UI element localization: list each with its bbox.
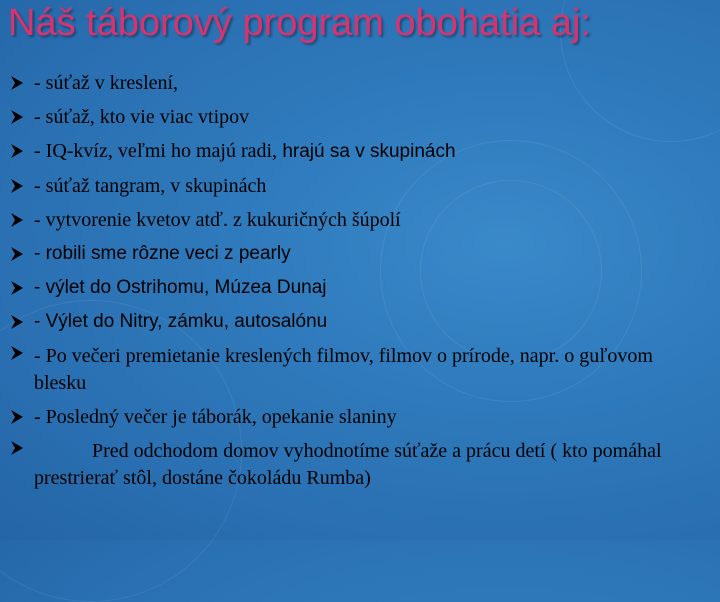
list-item <box>8 169 708 203</box>
list-item <box>8 339 708 400</box>
arrowhead-bullet-icon <box>8 434 26 461</box>
list-item-text: - IQ-kvíz, veľmi ho majú radi, <box>34 140 278 162</box>
list-item <box>8 66 708 100</box>
program-list <box>8 66 708 495</box>
arrowhead-bullet-icon <box>8 305 26 339</box>
list-item <box>8 237 708 271</box>
list-item-text: - Po večeri premietanie kreslených filmov, filmov o prírode, napr. o guľovom blesku <box>34 345 653 394</box>
list-item-text-sans: hrajú sa v skupinách <box>277 141 456 162</box>
list-item-text: Pred odchodom domov vyhodnotíme súťaže a prácu detí ( kto pomáhal prestrierať stôl, dostáne čokoládu Rumba) <box>34 440 662 489</box>
list-item <box>8 134 708 169</box>
list-item <box>8 203 708 237</box>
list-item <box>8 305 708 339</box>
list-item-text: - Posledný večer je táborák, opekanie slaniny <box>34 406 397 428</box>
list-item-text: - súťaž v kreslení, <box>34 72 179 94</box>
slide-title: Náš táborový program obohatia aj: <box>8 2 591 44</box>
arrowhead-bullet-icon <box>8 169 26 203</box>
list-item-text: - výlet do Ostrihomu, Múzea Dunaj <box>34 277 327 298</box>
arrowhead-bullet-icon <box>8 271 26 305</box>
list-item <box>8 271 708 305</box>
list-item <box>8 100 708 134</box>
arrowhead-bullet-icon <box>8 400 26 434</box>
list-item-text: - súťaž, kto vie viac vtipov <box>34 106 250 128</box>
arrowhead-bullet-icon <box>8 237 26 271</box>
arrowhead-bullet-icon <box>8 134 26 168</box>
list-item-text: - Výlet do Nitry, zámku, autosalónu <box>34 311 328 332</box>
list-item-text: - vytvorenie kvetov atď. z kukuričných šúpolí <box>34 209 401 231</box>
arrowhead-bullet-icon <box>8 66 26 100</box>
list-item <box>8 434 708 495</box>
arrowhead-bullet-icon <box>8 339 26 366</box>
arrowhead-bullet-icon <box>8 100 26 134</box>
list-item-text: - súťaž tangram, v skupinách <box>34 175 267 197</box>
list-item-text: - robili sme rôzne veci z pearly <box>34 243 291 264</box>
list-item <box>8 400 708 434</box>
arrowhead-bullet-icon <box>8 203 26 237</box>
